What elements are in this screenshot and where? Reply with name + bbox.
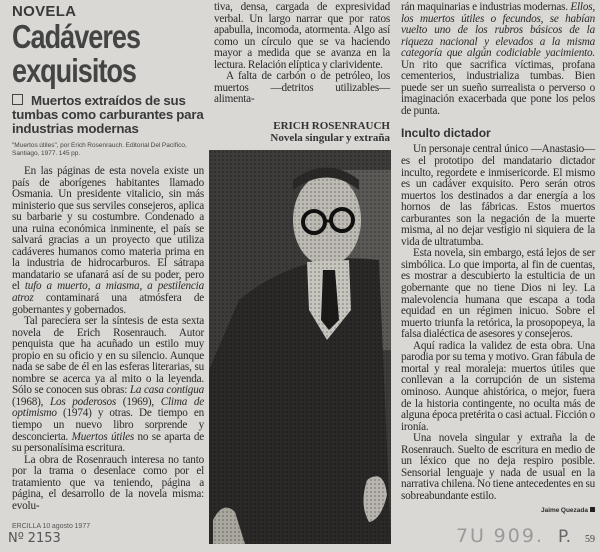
paragraph: La obra de Rosenrauch interesa no tanto por la trama o desenlace como por el tratamiento que va teniendo, página a página, el desarrollo de la novela misma: evolu- [12,453,204,512]
paragraph: En las páginas de esta novela existe un país de aborígenes habitantes llamado Osmania. Un presidente vitalicio, sin más ministerio que sus serviles consejeros, aplica su barbarie y su costumbre. Condenado a una ruina económica inminente, el país se salvará gracias a un proyecto que utiliza cadáveres humanos como materia prima en la industria de hidrocarburos. El sátrapa mandatario se ufanará así de su poder, pero el tufo a muerto, a miasma, a pestilencia atroz contaminará una atmósfera de gobernantes y gobernados. [12,165,204,316]
paragraph: A falta de carbón o de petróleo, los muertos —detritos utilizables— alimenta- [214,70,390,106]
title-line: Cadáveres [12,18,141,55]
author-signature [401,504,595,517]
column-3 [401,2,595,548]
article-deck [12,94,204,136]
handwritten-note: P. [557,526,571,547]
signature-text: Jaime Quezada [540,507,588,515]
page-number: 59 [585,533,595,545]
column-1 [8,3,204,547]
paragraph: Tal pareciera ser la síntesis de esta sexta novela de Erich Rosenrauch. Autor penquista que ha acuñado un estilo muy propio en su oficio y en su silencio. Aunque nada se sabe de él en las esferas literarias, su nombre se acerca ya al mito o la leyenda. Sólo se conocen sus obras: La casa contigua (1968), Los poderosos (1969), Clima de optimismo (1974) y otras. De tiempo en tiempo un nuevo libro sorprende y desconcierta. Muertos útiles no se aparta de su personalísima escritura. [12,315,204,455]
source-line: ERCILLA 10 agosto 1977 [12,523,91,531]
paragraph: Un personaje central único —Anastasio— es el prototipo del mandatario dictador inculto, regordete e inmisericorde. El mismo es un cadáver exquisito. Pero serán otros muertos los destinados a dar energía a los hornos de las fábricas. Estos muertos carburantes son la negación de la muerte misma, al no dejar vestigio ni siquiera de la vida de ultratumba. [401,143,595,248]
handwritten-note: Nº 2153 [8,531,61,547]
paragraph: tiva, densa, cargada de expresividad verbal. Un largo narrar que por ratos apabulla, incomoda, atormenta. Algo así como un círculo que se va haciendo mayor a medida que se avanza en la lectura. Relación elíptica y clarividente. [214,1,390,71]
section-subheading: Inculto dictador [401,126,491,141]
book-credit: "Muertos útiles", por Erich Rosenrauch. Editorial Del Pacífico, Santiago, 1977. 145 pp. [12,142,187,157]
paragraph: rán maquinarias e industrias modernas. Ellos, los muertos útiles o fecundos, se habían vuelto uno de los rubros básicos de la riqueza nacional y elevados a la misma categoría que algún codiciable yacimiento. Un rito que sacrifica víctimas, profana cementerios, industrializa tumbas. Bien puede ser un sueño surrealista o perverso o imaginación exacerbada que pone los pelos de punta. [401,1,595,117]
section-kicker: NOVELA [12,3,77,20]
title-line: exquisitos [12,52,136,89]
square-bullet-icon [12,94,23,105]
paragraph: Aquí radica la validez de esta obra. Una parodia por su tema y motivo. Gran fábula de mortal y real moraleja: muertos útiles que conllevan a la corrupción de un sistema ominoso. Aunque ahistórica, o mejor, fuera de la historia contingente, no oculta más de alguna época pretérita o casi actual. Ficción o ironía. [401,339,595,433]
byline-subtitle: Novela singular y extraña [270,131,390,144]
column-2 [214,2,390,544]
byline [214,120,390,144]
deck-text: Muertos extraídos de sus tumbas como carburantes para industrias modernas [12,93,204,136]
paragraph: Una novela singular y extraña la de Rosenrauch. Suelto de escritura en medio de un léxico que no deja respiro posible. Sensorial lenguaje y nada de usual en la narrativa chilena. No tiene antecedentes en su sobreabundante estilo. [401,432,595,502]
article-title [12,20,169,88]
byline-author: ERICH ROSENRAUCH [273,119,390,132]
handwritten-note: 7U 909. [455,524,544,547]
end-mark-icon [590,507,595,512]
page-footer [401,525,595,548]
paragraph: Esta novela, sin embargo, está lejos de ser simbólica. Lo que importa, al fin de cuentas, es mostrar a descubierto la estulticia de un gobernante que no tiene Dios ni ley. La malevolencia humana que escapa a toda equidad en un régimen inicuo. Sobre el muerto triunfa la retórica, la prosopopeya, la falsa dialéctica de asesores y consejeros. [401,247,595,341]
author-photo [209,150,391,544]
